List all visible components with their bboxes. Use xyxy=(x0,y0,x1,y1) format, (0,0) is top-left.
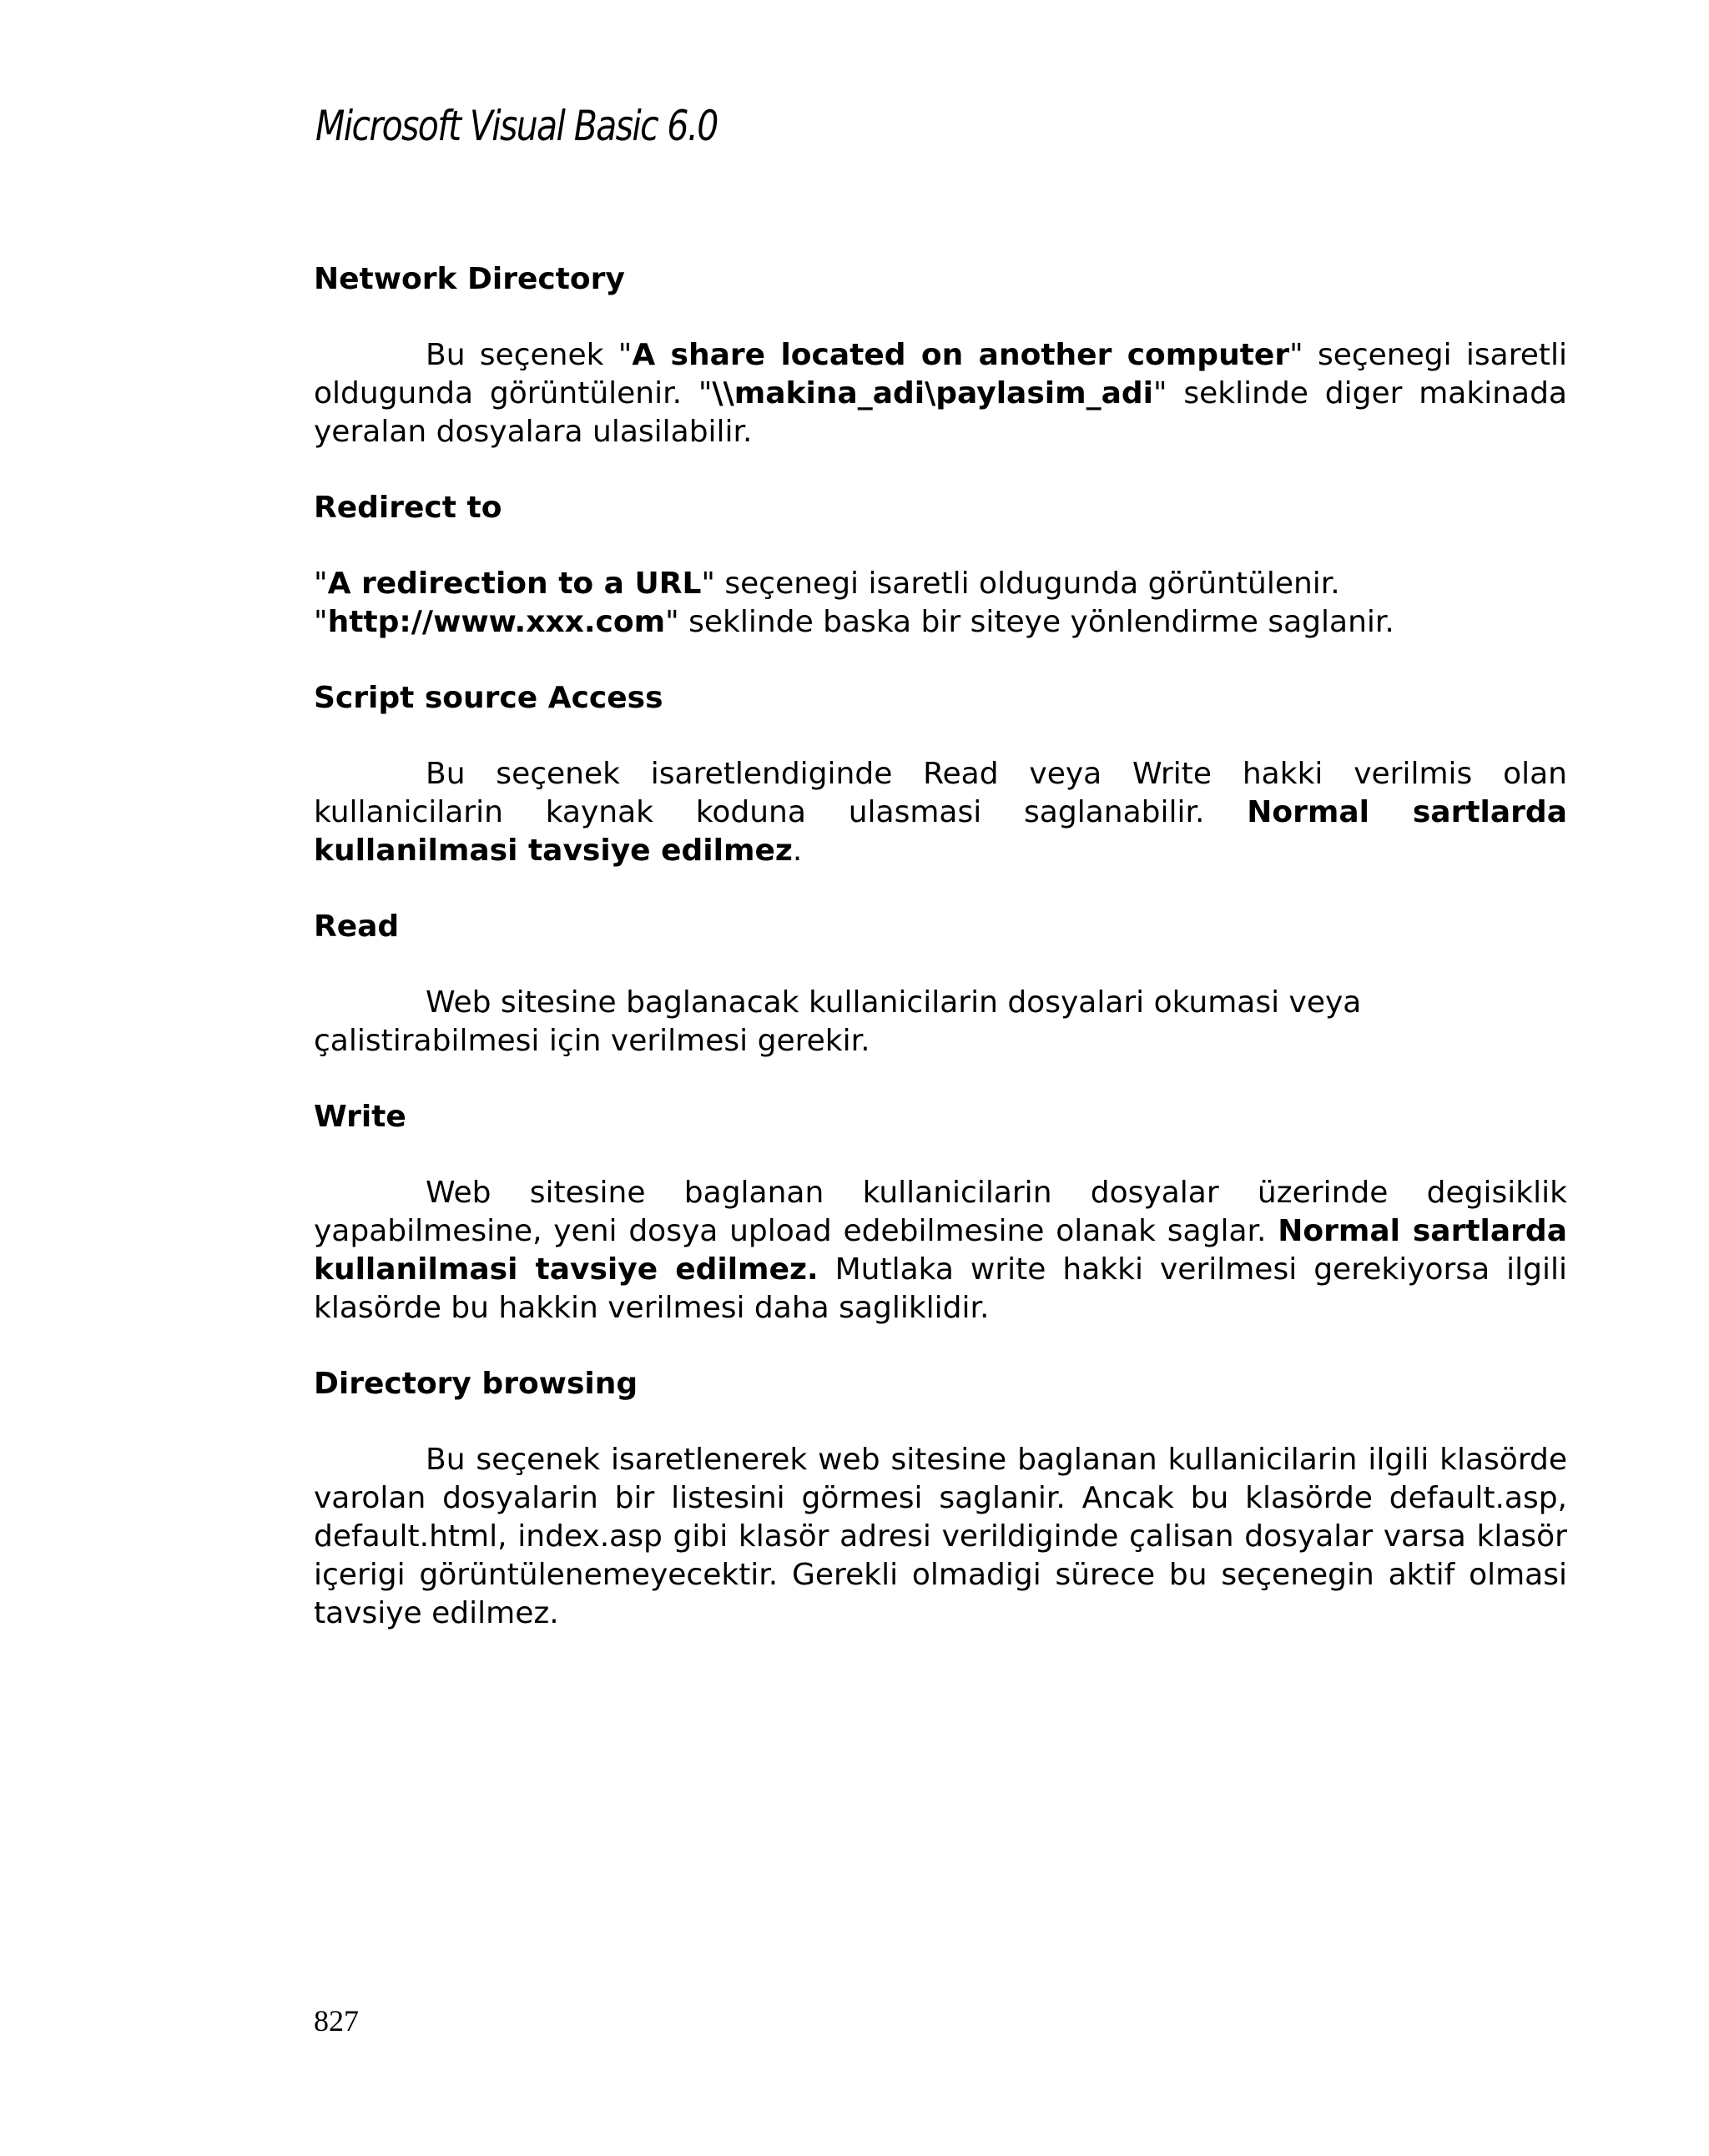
section-heading-script-source-access: Script source Access xyxy=(314,681,663,715)
text-line xyxy=(314,603,1567,642)
text-span: Web sitesine baglanan kullanicilarin dosyalar üzerinde degisiklik yapabilmesine, yeni dosya upload edebilmesine olanak saglar. xyxy=(314,1176,1567,1248)
text-line: çalistirabilmesi için verilmesi gerekir. xyxy=(314,1024,870,1058)
section-heading-write: Write xyxy=(314,1100,406,1134)
bold-warning: Normal sartlarda kullanilmasi tavsiye edilmez xyxy=(314,795,1567,868)
text-span: " seçenegi isaretli oldugunda görüntülenir. xyxy=(701,567,1340,601)
text-line xyxy=(314,565,1567,603)
page-content xyxy=(314,260,1567,1670)
paragraph-redirect-to xyxy=(314,565,1567,642)
section-heading-directory-browsing: Directory browsing xyxy=(314,1367,638,1401)
page-header-title: Microsoft Visual Basic 6.0 xyxy=(315,102,718,150)
bold-term: A share located on another computer xyxy=(632,338,1290,372)
page-number: 827 xyxy=(314,2004,359,2038)
text-span: " seklinde diger makinada yeralan dosyalara ulasilabilir. xyxy=(314,376,1567,449)
bold-term: A redirection to a URL xyxy=(327,567,702,601)
paragraph-network-directory xyxy=(314,336,1567,451)
text-span: Bu seçenek isaretlendiginde Read veya Write hakki verilmis olan kullanicilarin kaynak koduna ulasmasi saglanabilir. xyxy=(314,757,1567,829)
bold-warning: Normal sartlarda kullanilmasi tavsiye edilmez. xyxy=(314,1214,1567,1287)
text-span: Bu seçenek " xyxy=(426,338,633,372)
text-span: " seçenegi isaretli oldugunda görüntülenir. " xyxy=(314,338,1567,411)
text-span: Mutlaka write hakki verilmesi gerekiyorsa ilgili klasörde bu hakkin verilmesi daha sagliklidir. xyxy=(314,1252,1568,1325)
text-span: " xyxy=(314,567,328,601)
section-heading-read: Read xyxy=(314,909,400,944)
section-heading-redirect-to: Redirect to xyxy=(314,491,502,525)
text-span: " xyxy=(314,605,328,639)
text-line: Web sitesine baglanacak kullanicilarin dosyalari okumasi veya xyxy=(426,985,1362,1020)
text-span: . xyxy=(792,834,803,868)
paragraph-write xyxy=(314,1174,1567,1327)
bold-url: http://www.xxx.com xyxy=(327,605,666,639)
section-heading-network-directory: Network Directory xyxy=(314,262,625,296)
paragraph-directory-browsing: Bu seçenek isaretlenerek web sitesine baglanan kullanicilarin ilgili klasörde varolan dosyalarin bir listesini görmesi saglanir. Ancak bu klasörde default.asp, default.html, index.asp gibi klasör adresi verildiginde çalisan dosyalar varsa klasör içerigi görüntülenemeyecektir. Gerekli olmadigi sürece bu seçenegin aktif olmasi tavsiye edilmez. xyxy=(314,1443,1567,1630)
bold-path: \\makina_adi\paylasim_adi xyxy=(712,376,1154,411)
paragraph-read xyxy=(314,984,1567,1060)
text-span: " seklinde baska bir siteye yönlendirme saglanir. xyxy=(665,605,1394,639)
paragraph-script-source-access xyxy=(314,755,1567,870)
